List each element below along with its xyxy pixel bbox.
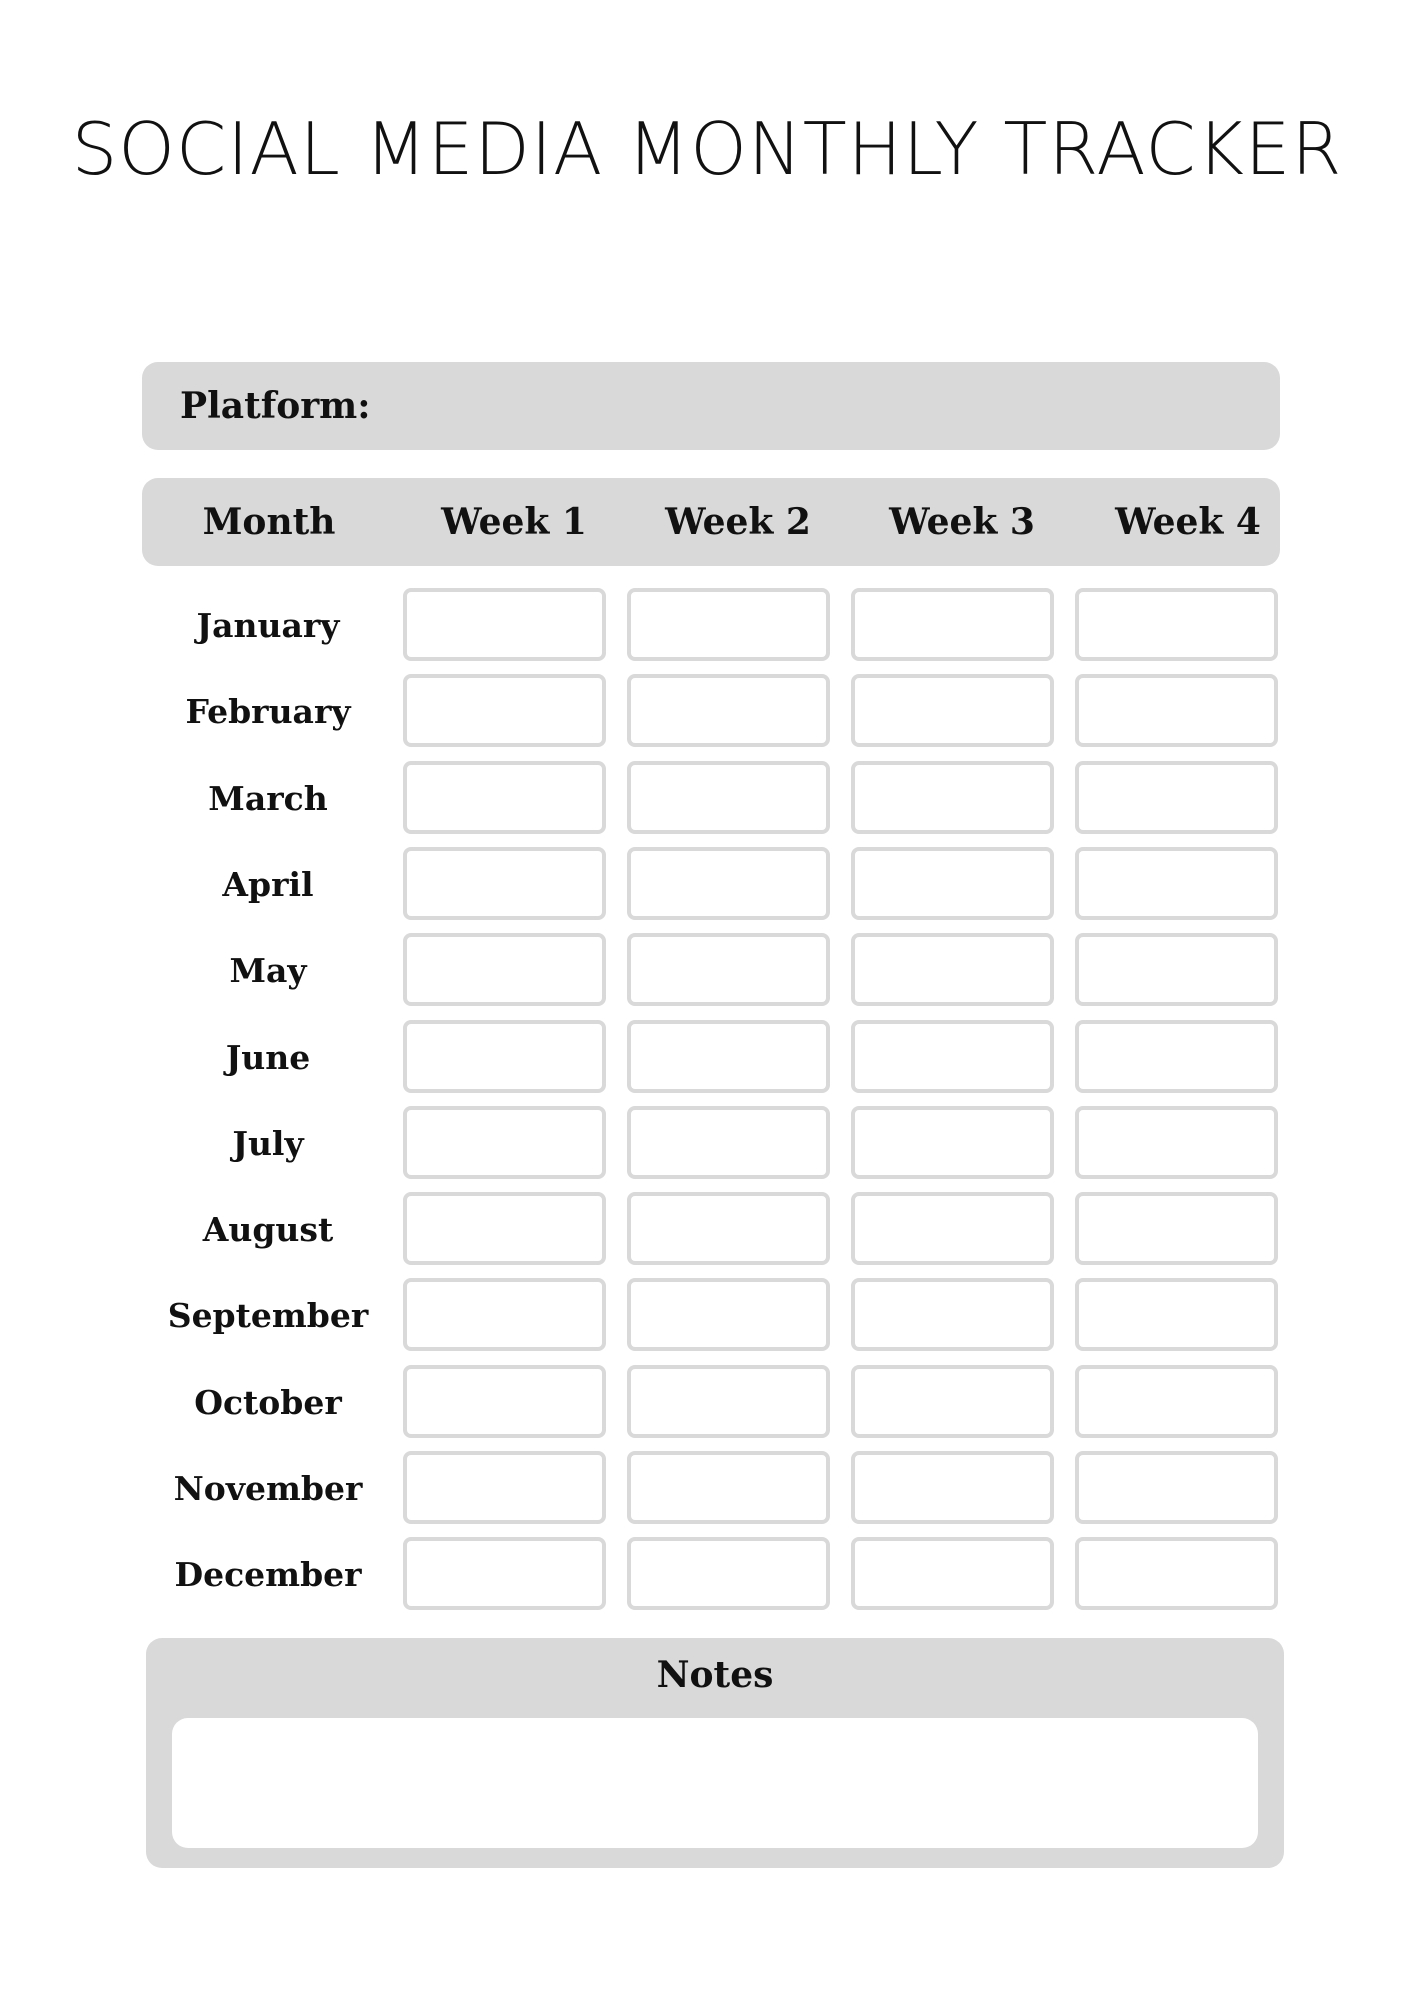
cell-october-week-2[interactable]: [627, 1365, 830, 1438]
cell-december-week-2[interactable]: [627, 1537, 830, 1610]
month-label-february: February: [185, 691, 351, 731]
cell-october-week-3[interactable]: [851, 1365, 1054, 1438]
cell-august-week-3[interactable]: [851, 1192, 1054, 1265]
cell-april-week-3[interactable]: [851, 847, 1054, 920]
cell-february-week-2[interactable]: [627, 674, 830, 747]
cell-july-week-2[interactable]: [627, 1106, 830, 1179]
cell-may-week-3[interactable]: [851, 933, 1054, 1006]
month-label-june: June: [225, 1037, 311, 1077]
column-header-month: Month: [202, 501, 336, 543]
month-label-september: September: [167, 1295, 369, 1335]
platform-label: Platform:: [180, 385, 371, 427]
month-label-august: August: [202, 1209, 334, 1249]
cell-august-week-1[interactable]: [403, 1192, 606, 1265]
cell-november-week-4[interactable]: [1075, 1451, 1278, 1524]
cell-august-week-2[interactable]: [627, 1192, 830, 1265]
month-label-march: March: [208, 778, 328, 818]
cell-june-week-2[interactable]: [627, 1020, 830, 1093]
cell-october-week-4[interactable]: [1075, 1365, 1278, 1438]
cell-march-week-4[interactable]: [1075, 761, 1278, 834]
notes-section: [146, 1638, 1284, 1868]
cell-january-week-1[interactable]: [403, 588, 606, 661]
column-header-week-2: Week 2: [665, 501, 811, 543]
cell-february-week-4[interactable]: [1075, 674, 1278, 747]
cell-march-week-3[interactable]: [851, 761, 1054, 834]
cell-august-week-4[interactable]: [1075, 1192, 1278, 1265]
cell-january-week-4[interactable]: [1075, 588, 1278, 661]
month-label-december: December: [174, 1554, 362, 1594]
cell-september-week-4[interactable]: [1075, 1278, 1278, 1351]
month-label-january: January: [196, 605, 340, 645]
cell-november-week-3[interactable]: [851, 1451, 1054, 1524]
month-label-october: October: [194, 1382, 342, 1422]
column-header-week-3: Week 3: [889, 501, 1035, 543]
cell-july-week-4[interactable]: [1075, 1106, 1278, 1179]
cell-february-week-1[interactable]: [403, 674, 606, 747]
cell-september-week-1[interactable]: [403, 1278, 606, 1351]
notes-field[interactable]: [172, 1718, 1258, 1848]
cell-december-week-3[interactable]: [851, 1537, 1054, 1610]
cell-october-week-1[interactable]: [403, 1365, 606, 1438]
column-header-week-1: Week 1: [441, 501, 587, 543]
cell-may-week-4[interactable]: [1075, 933, 1278, 1006]
page-title: SOCIAL MEDIA MONTHLY TRACKER: [71, 107, 1343, 191]
cell-june-week-4[interactable]: [1075, 1020, 1278, 1093]
cell-june-week-3[interactable]: [851, 1020, 1054, 1093]
cell-april-week-2[interactable]: [627, 847, 830, 920]
cell-december-week-1[interactable]: [403, 1537, 606, 1610]
cell-november-week-2[interactable]: [627, 1451, 830, 1524]
cell-march-week-2[interactable]: [627, 761, 830, 834]
month-label-july: July: [232, 1123, 304, 1163]
cell-december-week-4[interactable]: [1075, 1537, 1278, 1610]
cell-november-week-1[interactable]: [403, 1451, 606, 1524]
notes-title: Notes: [656, 1654, 774, 1696]
cell-july-week-1[interactable]: [403, 1106, 606, 1179]
cell-february-week-3[interactable]: [851, 674, 1054, 747]
cell-june-week-1[interactable]: [403, 1020, 606, 1093]
cell-january-week-3[interactable]: [851, 588, 1054, 661]
month-label-november: November: [173, 1468, 363, 1508]
cell-april-week-4[interactable]: [1075, 847, 1278, 920]
month-label-may: May: [229, 950, 307, 990]
cell-march-week-1[interactable]: [403, 761, 606, 834]
cell-january-week-2[interactable]: [627, 588, 830, 661]
cell-september-week-2[interactable]: [627, 1278, 830, 1351]
cell-may-week-2[interactable]: [627, 933, 830, 1006]
cell-may-week-1[interactable]: [403, 933, 606, 1006]
cell-april-week-1[interactable]: [403, 847, 606, 920]
month-label-april: April: [222, 864, 314, 904]
column-header-week-4: Week 4: [1115, 501, 1261, 543]
cell-september-week-3[interactable]: [851, 1278, 1054, 1351]
cell-july-week-3[interactable]: [851, 1106, 1054, 1179]
